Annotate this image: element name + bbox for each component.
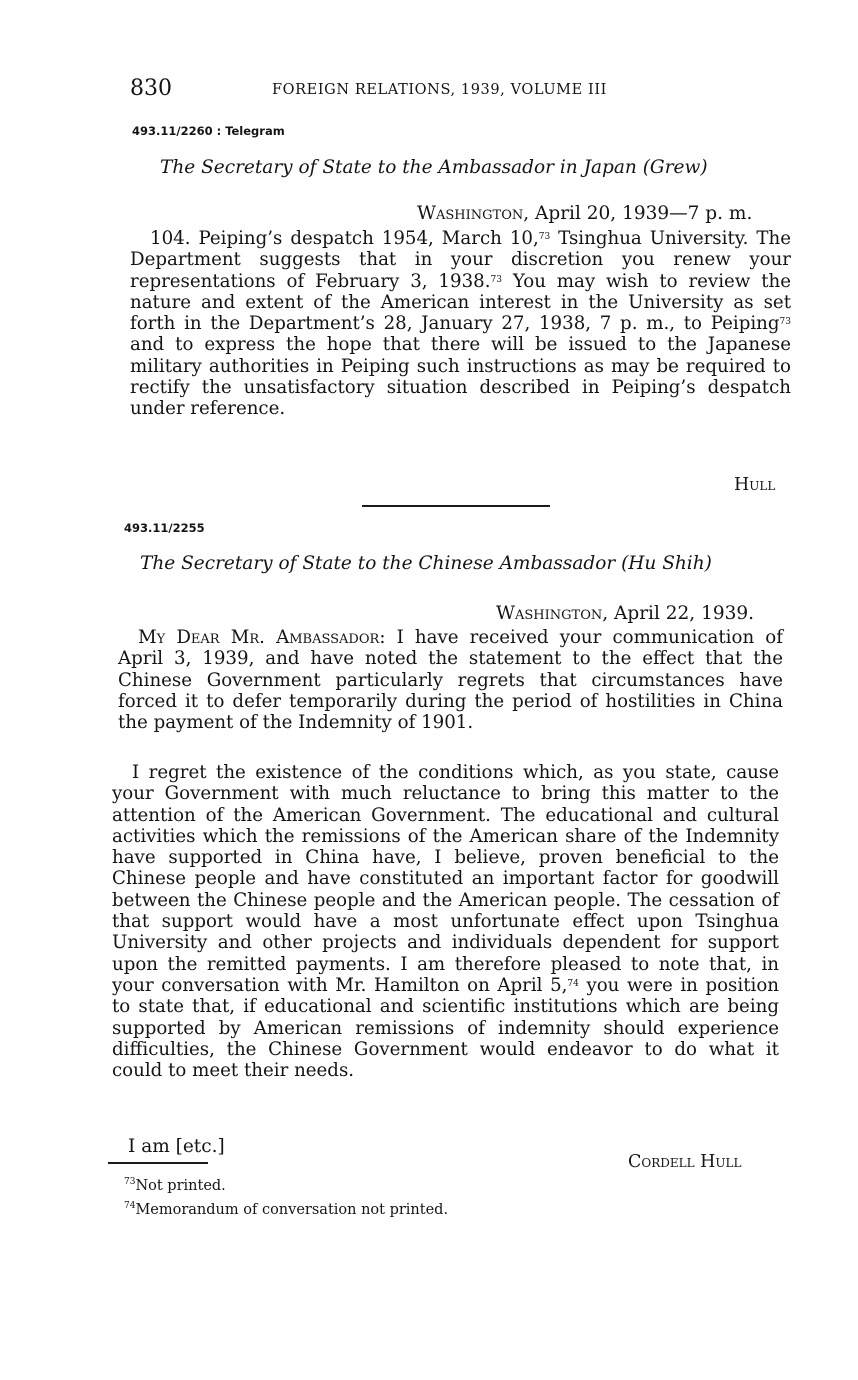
footnote-ref: 74	[567, 978, 579, 989]
footnote-text: Not printed.	[135, 1178, 226, 1194]
doc2-paragraph-1-text: : I have received your communication of April 3, 1939, and have noted the statement to the effect that the Chinese Government particularly regrets that circumstances have forced it to defer temporarily during the period of hostilities in China the payment of the Indemnity of 1901.	[118, 627, 783, 734]
footnote-ref: 73	[779, 317, 791, 328]
page-header	[130, 76, 670, 106]
doc1-body-text: 104. Peiping’s despatch 1954, March 10,	[150, 228, 539, 249]
page-number: 830	[130, 76, 172, 101]
doc1-title: The Secretary of State to the Ambassador in Japan (Grew)	[160, 157, 708, 178]
doc2-title: The Secretary of State to the Chinese Ambassador (Hu Shih)	[140, 553, 712, 574]
doc2-dateline	[496, 603, 754, 624]
footnote-text: Memorandum of conversation not printed.	[135, 1202, 449, 1218]
doc1-body-text: Tsinghua University. The Department suggests that in your discretion you renew your representations of February 3, 1938.	[130, 228, 791, 292]
footnote-ref: 73	[490, 274, 502, 285]
doc2-paragraph-2-text: you were in position to state that, if educational and scientific institutions which are being supported by American remissions of indemnity should experience difficulties, the Chinese Government would endeavor to do what it could to meet their needs.	[112, 974, 779, 1082]
closing: I am [etc.]	[128, 1136, 225, 1157]
doc2-paragraph-2	[112, 762, 779, 1081]
section-divider	[362, 505, 550, 507]
footnote-ref: 73	[538, 232, 551, 242]
running-title: FOREIGN RELATIONS, 1939, VOLUME III	[272, 82, 607, 98]
doc1-signature: Hull	[734, 475, 776, 495]
footnote-73	[124, 1178, 226, 1194]
doc2-file-number: 493.11/2255	[124, 521, 205, 535]
footnote-divider	[108, 1162, 208, 1164]
footnote-mark: 73	[124, 1177, 136, 1187]
doc1-dateline-date: , April 20, 1939—7 p. m.	[523, 203, 753, 224]
doc2-paragraph-1	[118, 627, 783, 733]
doc1-file-number: 493.11/2260 : Telegram	[132, 124, 285, 138]
salutation: My Dear Mr. Ambassador	[138, 627, 380, 648]
doc2-dateline-date: , April 22, 1939.	[602, 603, 755, 624]
doc2-dateline-place: Washington	[496, 603, 603, 624]
footnote-mark: 74	[124, 1201, 136, 1211]
doc1-body-text: and to express the hope that there will be issued to the Japanese military authorities in Peiping such instructions as may be required to rectify the unsatisfactory situation described in Peiping’s despatch under reference.	[130, 334, 791, 420]
doc1-body	[130, 228, 791, 420]
doc1-body-text: You may wish to review the nature and extent of the American interest in the University as set forth in the Department’s 28, January 27, 1938, 7 p. m., to Peiping	[130, 270, 792, 335]
doc1-dateline-place: Washington	[417, 203, 524, 224]
doc2-paragraph-2-text: I regret the existence of the conditions which, as you state, cause your Government with much reluctance to bring this matter to the attention of the American Government. The educational and cultural activities which the remissions of the American share of the Indemnity have supported in China have, I believe, proven beneficial to the Chinese people and have constituted an important factor for goodwill between the Chinese people and the American people. The cessation of that support would have a most unfortunate effect upon Tsinghua University and other projects and individuals dependent for support upon the remitted payments. I am therefore pleased to note that, in your conversation with Mr. Hamilton on April 5,	[112, 762, 779, 996]
doc2-signature: Cordell Hull	[628, 1152, 742, 1172]
doc1-dateline	[417, 203, 752, 224]
footnote-74	[124, 1202, 448, 1218]
